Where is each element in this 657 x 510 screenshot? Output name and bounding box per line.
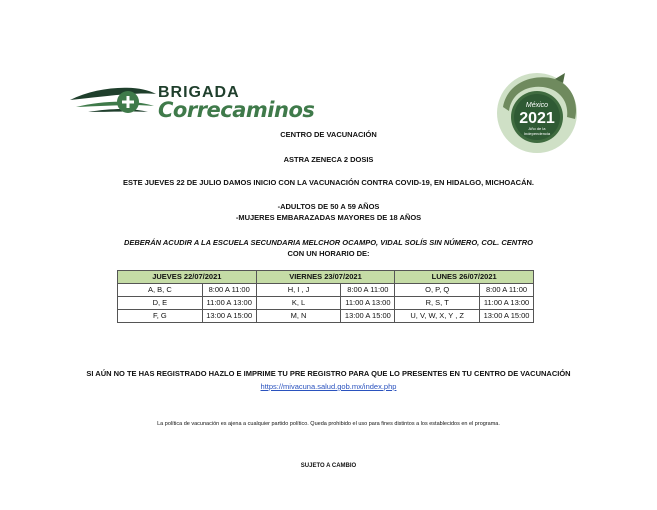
vaccine-doses-title: ASTRA ZENECA 2 DOSIS [283,155,374,164]
letters-cell: D, E [118,297,203,310]
letters-cell: K, L [256,297,341,310]
start-announcement: ESTE JUEVES 22 DE JULIO DAMOS INICIO CON LA VACUNACIÓN CONTRA COVID-19, EN HIDALGO, MICHOACÁN. [122,178,534,187]
footer-text: SUJETO A CAMBIO [300,463,357,469]
schedule-intro: CON UN HORARIO DE: [287,249,370,258]
time-cell: 8:00 A 11:00 [341,284,395,297]
brand-bottom-text: Correcaminos [158,98,315,122]
letters-cell: F, G [118,310,203,323]
group-adults: -ADULTOS DE 50 A 59 AÑOS [277,202,380,211]
vaccination-center-title: CENTRO DE VACUNACIÓN [280,130,377,139]
seal-subtitle-1: Año de la [528,126,546,131]
group-pregnant: -MUJERES EMBARAZADAS MAYORES DE 18 AÑOS [235,213,422,222]
mexico-2021-seal-icon [493,67,581,155]
time-cell: 11:00 A 13:00 [202,297,256,310]
letters-cell: A, B, C [118,284,203,297]
letters-cell: O, P, Q [395,284,480,297]
brand-top-text: BRIGADA [158,84,240,101]
register-notice: SI AÚN NO TE HAS REGISTRADO HAZLO E IMPRIME TU PRE REGISTRO PARA QUE LO PRESENTES EN TU CENTRO DE VACUNACIÓN [86,369,571,378]
day-header-monday: LUNES 26/07/2021 [395,271,534,284]
table-row [118,284,534,297]
time-cell: 13:00 A 15:00 [480,310,534,323]
letters-cell: H, I , J [256,284,341,297]
day-header-friday: VIERNES 23/07/2021 [256,271,395,284]
letters-cell: M, N [256,310,341,323]
seal-subtitle-2: Independencia [523,131,551,136]
seal-country: México [525,102,549,109]
seal-year: 2021 [519,110,555,127]
schedule-table [117,270,534,323]
table-row [118,297,534,310]
time-cell: 13:00 A 15:00 [202,310,256,323]
letters-cell: R, S, T [395,297,480,310]
registration-link[interactable]: https://mivacuna.salud.gob.mx/index.php [260,382,397,391]
table-row [118,310,534,323]
letters-cell: U, V, W, X, Y , Z [395,310,480,323]
day-header-thursday: JUEVES 22/07/2021 [118,271,257,284]
venue-address: DEBERÁN ACUDIR A LA ESCUELA SECUNDARIA MELCHOR OCAMPO, VIDAL SOLÍS SIN NÚMERO, COL. CENTRO [123,238,534,247]
schedule-header-row [118,271,534,284]
disclaimer-text: La política de vacunación es ajena a cualquier partido político. Queda prohibido el uso para fines distintos a los establecidos en el programa. [157,421,500,427]
time-cell: 13:00 A 15:00 [341,310,395,323]
time-cell: 8:00 A 11:00 [480,284,534,297]
time-cell: 11:00 A 13:00 [341,297,395,310]
time-cell: 11:00 A 13:00 [480,297,534,310]
time-cell: 8:00 A 11:00 [202,284,256,297]
